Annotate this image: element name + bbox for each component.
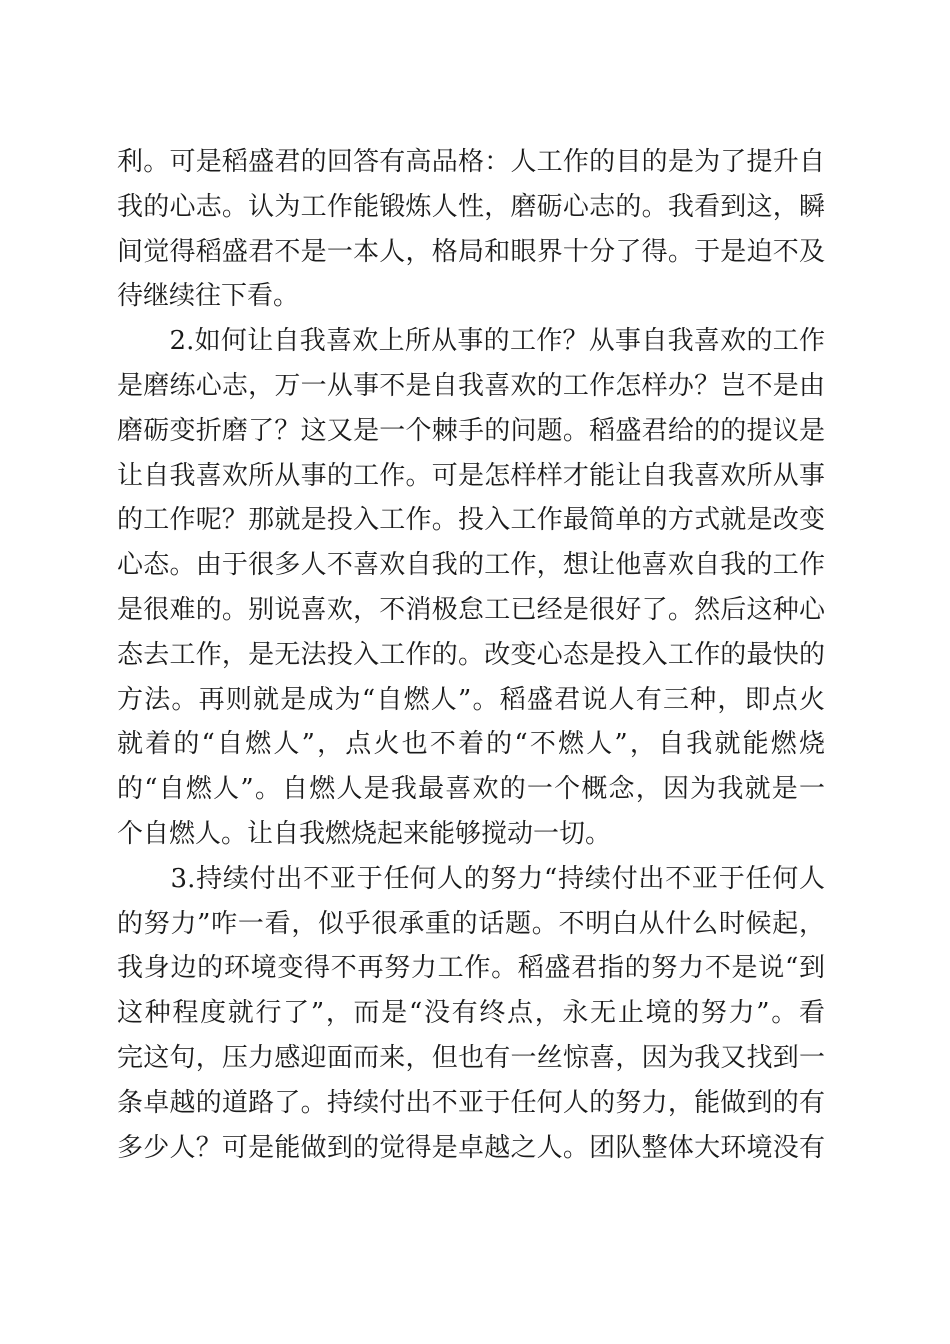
text-line: 利。可是稻盛君的回答有高品格：人工作的目的是为了提升自 xyxy=(117,147,825,177)
body-text xyxy=(117,140,825,1170)
paragraph-1 xyxy=(117,140,825,319)
text-line: 个自燃人。让自我燃烧起来能够搅动一切。 xyxy=(117,818,612,849)
text-line: 多少人？可是能做到的觉得是卓越之人。团队整体大环境没有 xyxy=(117,1132,825,1163)
text-line: 的努力”咋一看，似乎很承重的话题。不明白从什么时候起， xyxy=(117,908,825,939)
text-line: 2.如何让自我喜欢上所从事的工作？从事自我喜欢的工作 xyxy=(117,326,825,357)
text-line: 的工作呢？那就是投入工作。投入工作最简单的方式就是改变 xyxy=(117,505,825,536)
text-line: 我的心志。认为工作能锻炼人性，磨砺心志的。我看到这，瞬 xyxy=(117,191,825,222)
text-line: 间觉得稻盛君不是一本人，格局和眼界十分了得。于是迫不及 xyxy=(117,236,825,267)
text-line: 让自我喜欢所从事的工作。可是怎样样才能让自我喜欢所从事 xyxy=(117,460,825,491)
text-line: 是很难的。别说喜欢，不消极怠工已经是很好了。然后这种心 xyxy=(117,594,825,625)
text-line: 这种程度就行了”，而是“没有终点，永无止境的努力”。看 xyxy=(117,998,825,1029)
paragraph-2 xyxy=(117,319,825,857)
text-line: 的“自燃人”。自燃人是我最喜欢的一个概念，因为我就是一 xyxy=(117,774,825,805)
text-line: 态去工作，是无法投入工作的。改变心态是投入工作的最快的 xyxy=(117,639,825,670)
text-line: 磨砺变折磨了？这又是一个棘手的问题。稻盛君给的的提议是 xyxy=(117,415,825,446)
text-line: 条卓越的道路了。持续付出不亚于任何人的努力，能做到的有 xyxy=(117,1087,825,1118)
text-line: 就着的“自燃人”，点火也不着的“不燃人”，自我就能燃烧 xyxy=(117,729,825,760)
text-line: 方法。再则就是成为“自燃人”。稻盛君说人有三种，即点火 xyxy=(117,684,825,715)
text-line: 心态。由于很多人不喜欢自我的工作，想让他喜欢自我的工作 xyxy=(117,550,825,581)
text-line: 完这句，压力感迎面而来，但也有一丝惊喜，因为我又找到一 xyxy=(117,1042,825,1073)
paragraph-3 xyxy=(117,857,825,1171)
text-line: 我身边的环境变得不再努力工作。稻盛君指的努力不是说“到 xyxy=(117,953,825,984)
text-line: 待继续往下看。 xyxy=(117,281,300,312)
text-line: 是磨练心志，万一从事不是自我喜欢的工作怎样办？岂不是由 xyxy=(117,370,825,401)
text-line: 3.持续付出不亚于任何人的努力“持续付出不亚于任何人 xyxy=(117,863,825,894)
